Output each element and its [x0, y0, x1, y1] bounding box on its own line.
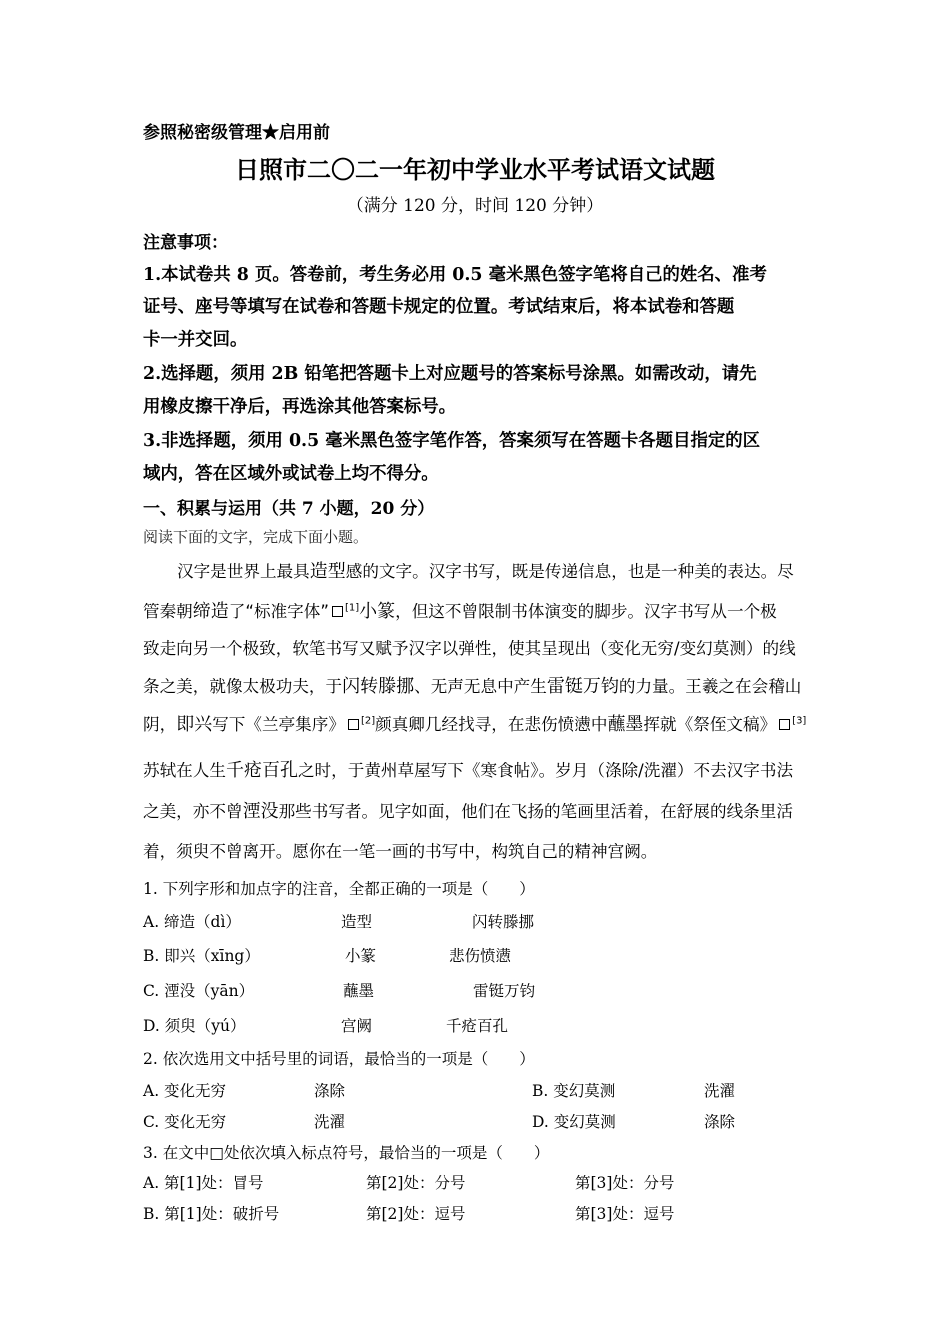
q3-option-b-part3: 第[3]处：逗号: [575, 1205, 675, 1223]
passage-line: 管秦朝缔造了“标准字体” [1]小篆，但这不曾限制书体演变的脚步。汉字书写从一个极: [143, 601, 777, 622]
question-1-stem: 1. 下列字形和加点字的注音，全都正确的一项是（ ）: [143, 880, 535, 898]
q1-option-a[interactable]: A. 缔造（dì）: [143, 913, 241, 931]
notice-line: 3.非选择题，须用 0.5 毫米黑色签字笔作答，答案须写在答题卡各题目指定的区: [143, 431, 761, 451]
q1-option-c[interactable]: C. 湮没（yān）: [143, 982, 255, 1000]
passage-line: 之美，亦不曾湮没那些书写者。见字如面，他们在飞扬的笔画里活着，在舒展的线条里活: [143, 801, 793, 822]
blank-box: [332, 606, 343, 617]
question-3-stem: 3. 在文中□处依次填入标点符号，最恰当的一项是（ ）: [143, 1144, 550, 1162]
q1-option-b[interactable]: B. 即兴（xīng）: [143, 947, 260, 965]
q2-option-d-word: 涤除: [704, 1113, 736, 1131]
passage-line: 致走向另一个极致，软笔书写又赋予汉字以弹性，使其呈现出（变化无穷/变幻莫测）的线: [143, 639, 796, 658]
blank-box: [348, 719, 359, 730]
q1-option-b-word3: 悲伤愤懑: [449, 947, 512, 965]
q2-option-c[interactable]: C. 变化无穷: [143, 1113, 227, 1131]
notice-line: 1.本试卷共 8 页。答卷前，考生务必用 0.5 毫米黑色签字笔将自己的姓名、准考: [143, 265, 767, 285]
q2-option-a-word: 涤除: [314, 1082, 346, 1100]
q2-option-b[interactable]: B. 变幻莫测: [532, 1082, 616, 1100]
section-instruction: 阅读下面的文字，完成下面小题。: [143, 528, 369, 546]
q1-option-d-word3: 千疮百孔: [446, 1017, 509, 1035]
page-title: 日照市二〇二一年初中学业水平考试语文试题: [235, 155, 715, 184]
passage-line: 条之美，就像太极功夫，于闪转滕挪、无声无息中产生雷铤万钧的力量。王羲之在会稽山: [143, 676, 802, 697]
passage-line: 汉字是世界上最具造型感的文字。汉字书写，既是传递信息，也是一种美的表达。尽: [177, 561, 794, 582]
q2-option-c-word: 洗濯: [314, 1113, 346, 1131]
passage-line: 阴，即兴写下《兰亭集序》 [2]颜真卿几经找寻，在悲伤愤懑中蘸墨挥就《祭侄文稿》 [3]: [143, 714, 807, 735]
q3-option-a[interactable]: A. 第[1]处：冒号: [143, 1174, 264, 1192]
q1-option-c-word3: 雷铤万钧: [473, 982, 536, 1000]
q1-option-d[interactable]: D. 须臾（yú）: [143, 1017, 246, 1035]
q3-option-a-part2: 第[2]处：分号: [366, 1174, 466, 1192]
notice-line: 卡一并交回。: [143, 330, 248, 350]
secret-level-label: 参照秘密级管理★启用前: [143, 123, 330, 143]
notice-heading: 注意事项：: [143, 233, 228, 253]
question-2-stem: 2. 依次选用文中括号里的词语，最恰当的一项是（ ）: [143, 1050, 535, 1068]
q3-option-b-part2: 第[2]处：逗号: [366, 1205, 466, 1223]
q3-option-a-part3: 第[3]处：分号: [575, 1174, 675, 1192]
q3-option-b[interactable]: B. 第[1]处：破折号: [143, 1205, 280, 1223]
notice-line: 证号、座号等填写在试卷和答题卡规定的位置。考试结束后，将本试卷和答题: [143, 297, 735, 317]
q2-option-b-word: 洗濯: [704, 1082, 736, 1100]
passage-line: 着，须臾不曾离开。愿你在一笔一画的书写中，构筑自己的精神宫阙。: [143, 842, 658, 861]
notice-line: 2.选择题，须用 2B 铅笔把答题卡上对应题号的答案标号涂黑。如需改动，请先: [143, 364, 757, 384]
q1-option-a-word3: 闪转滕挪: [472, 913, 535, 931]
q2-option-d[interactable]: D. 变幻莫测: [532, 1113, 616, 1131]
q1-option-c-word2: 蘸墨: [343, 982, 375, 1000]
section-title: 一、积累与运用（共 7 小题，20 分）: [143, 499, 435, 519]
q1-option-b-word2: 小篆: [345, 947, 377, 965]
blank-box: [779, 719, 790, 730]
page-subtitle: （满分 120 分，时间 120 分钟）: [346, 196, 604, 216]
notice-line: 用橡皮擦干净后，再选涂其他答案标号。: [143, 397, 457, 417]
passage-line: 苏轼在人生千疮百孔之时，于黄州草屋写下《寒食帖》。岁月（涤除/洗濯）不去汉字书法: [143, 760, 794, 781]
q2-option-a[interactable]: A. 变化无穷: [143, 1082, 227, 1100]
q1-option-d-word2: 宫阙: [341, 1017, 373, 1035]
q1-option-a-word2: 造型: [341, 913, 373, 931]
notice-line: 域内，答在区域外或试卷上均不得分。: [143, 464, 439, 484]
